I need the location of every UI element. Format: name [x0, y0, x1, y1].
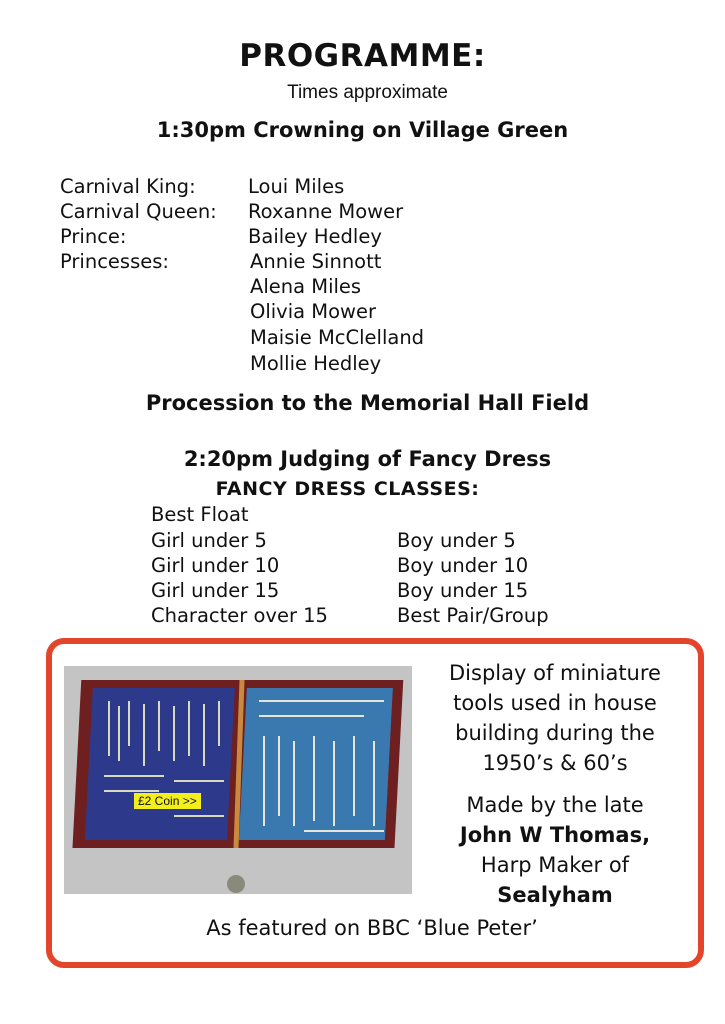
- display-description: [420, 658, 690, 778]
- classes-title: FANCY DRESS CLASSES:: [215, 478, 480, 500]
- maker-trade: Harp Maker of: [480, 853, 630, 877]
- court-role: Prince:: [60, 225, 127, 248]
- made-by-line: Made by the late: [466, 793, 644, 817]
- tools-case-image: [64, 666, 412, 894]
- maker-credit: [420, 790, 690, 910]
- court-name: Maisie McClelland: [250, 326, 425, 349]
- featured-note: As featured on BBC ‘Blue Peter’: [206, 916, 538, 940]
- court-role: Carnival King:: [60, 175, 196, 198]
- tools-photo: [64, 666, 412, 894]
- court-name: Roxanne Mower: [248, 200, 404, 223]
- maker-place: Sealyham: [497, 883, 613, 907]
- court-role: Carnival Queen:: [60, 200, 217, 223]
- coin-label: £2 Coin >>: [134, 793, 201, 809]
- class-item: Girl under 15: [151, 579, 280, 602]
- procession-heading: Procession to the Memorial Hall Field: [145, 391, 590, 415]
- class-item: Boy under 10: [397, 554, 529, 577]
- desc-line: 1950’s & 60’s: [482, 751, 628, 775]
- judging-heading: 2:20pm Judging of Fancy Dress: [183, 447, 552, 471]
- class-item: Boy under 15: [397, 579, 529, 602]
- court-name: Annie Sinnott: [250, 250, 382, 273]
- class-item: Best Float: [151, 503, 249, 526]
- court-name: Olivia Mower: [250, 300, 377, 323]
- class-item: Girl under 10: [151, 554, 280, 577]
- desc-line: building during the: [455, 721, 655, 745]
- class-item: Best Pair/Group: [397, 604, 549, 627]
- class-item: Girl under 5: [151, 529, 267, 552]
- crowning-heading: 1:30pm Crowning on Village Green: [156, 118, 569, 142]
- court-name: Bailey Hedley: [248, 225, 382, 248]
- desc-line: tools used in house: [453, 691, 657, 715]
- class-item: Character over 15: [151, 604, 328, 627]
- court-name: Alena Miles: [250, 275, 362, 298]
- desc-line: Display of miniature: [449, 661, 661, 685]
- court-role: Princesses:: [60, 250, 169, 273]
- display-box: [46, 638, 704, 968]
- court-name: Mollie Hedley: [250, 352, 382, 375]
- page-subtitle: Times approximate: [287, 82, 448, 103]
- maker-name: John W Thomas,: [459, 823, 651, 847]
- class-item: Boy under 5: [397, 529, 516, 552]
- court-name: Loui Miles: [248, 175, 345, 198]
- page-title: PROGRAMME:: [239, 38, 486, 74]
